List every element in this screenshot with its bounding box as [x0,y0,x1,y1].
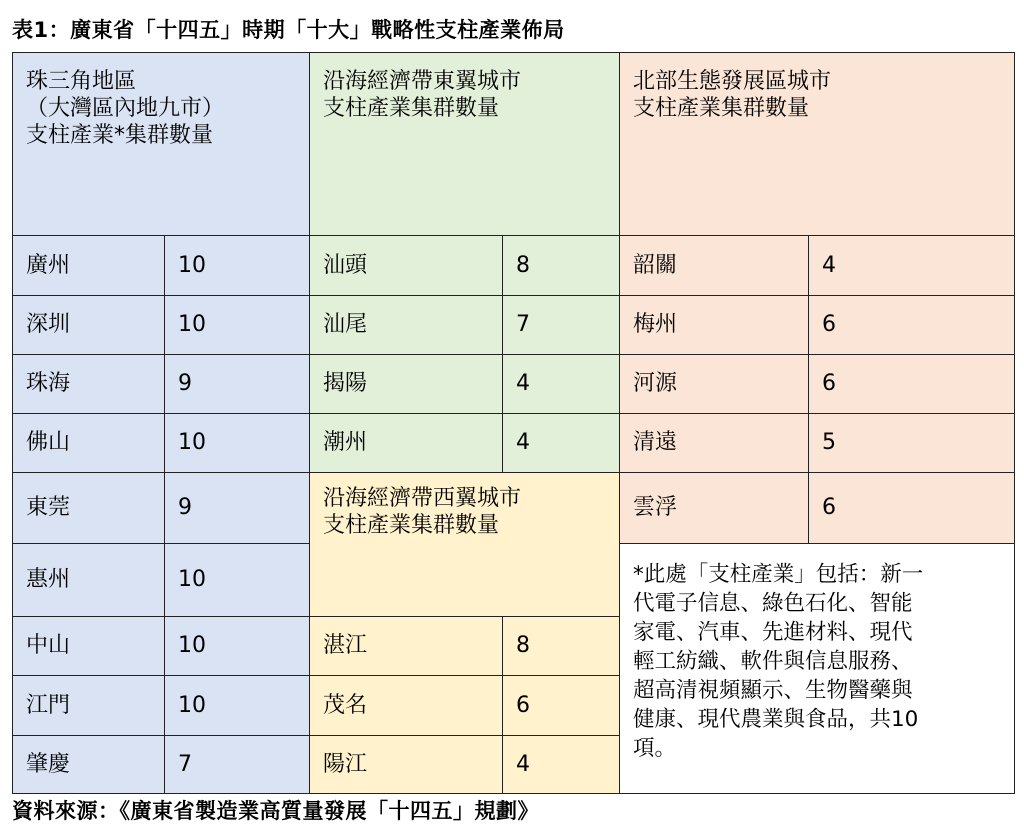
west-count: 8 [503,617,620,676]
north-city: 梅州 [620,296,809,355]
table-title: 表1：廣東省「十四五」時期「十大」戰略性支柱產業佈局 [12,18,565,42]
prd-city: 肇慶 [13,736,165,794]
source-citation: 資料來源：《廣東省製造業高質量發展「十四五」規劃》 [12,799,539,823]
west-city: 陽江 [310,736,503,794]
header-north: 北部生態發展區城市 支柱產業集群數量 [620,53,1015,236]
north-city: 韶關 [620,236,809,296]
industry-layout-table [12,52,1015,794]
north-count: 4 [809,236,1015,296]
prd-city: 中山 [13,617,165,676]
north-count: 6 [809,296,1015,355]
prd-city: 佛山 [13,414,165,473]
west-count: 4 [503,736,620,794]
east-city: 汕頭 [310,236,503,296]
north-city: 河源 [620,355,809,414]
prd-city: 東莞 [13,473,165,544]
prd-count: 10 [165,676,310,736]
west-count: 6 [503,676,620,736]
prd-city: 珠海 [13,355,165,414]
prd-city: 廣州 [13,236,165,296]
prd-count: 7 [165,736,310,794]
prd-count: 9 [165,473,310,544]
north-count: 6 [809,473,1015,544]
west-city: 湛江 [310,617,503,676]
prd-count: 10 [165,617,310,676]
industry-footnote: *此處「支柱產業」包括：新一 代電子信息、綠色石化、智能 家電、汽車、先進材料、現代 輕工紡織、軟件與信息服務、 超高清視頻顯示、生物醫藥與 健康、現代農業與食品，共10 項。 [620,544,1015,794]
header-west-wing: 沿海經濟帶西翼城市 支柱產業集群數量 [310,473,620,617]
prd-count: 10 [165,414,310,473]
east-count: 4 [503,355,620,414]
east-city: 揭陽 [310,355,503,414]
prd-count: 9 [165,355,310,414]
north-count: 6 [809,355,1015,414]
prd-city: 惠州 [13,544,165,617]
prd-count: 10 [165,236,310,296]
header-east-wing: 沿海經濟帶東翼城市 支柱產業集群數量 [310,53,620,236]
east-count: 7 [503,296,620,355]
prd-count: 10 [165,544,310,617]
north-count: 5 [809,414,1015,473]
east-city: 汕尾 [310,296,503,355]
west-city: 茂名 [310,676,503,736]
east-city: 潮州 [310,414,503,473]
header-prd: 珠三角地區 （大灣區內地九市） 支柱產業*集群數量 [13,53,310,236]
prd-city: 江門 [13,676,165,736]
prd-count: 10 [165,296,310,355]
north-city: 雲浮 [620,473,809,544]
prd-city: 深圳 [13,296,165,355]
east-count: 4 [503,414,620,473]
east-count: 8 [503,236,620,296]
north-city: 清遠 [620,414,809,473]
